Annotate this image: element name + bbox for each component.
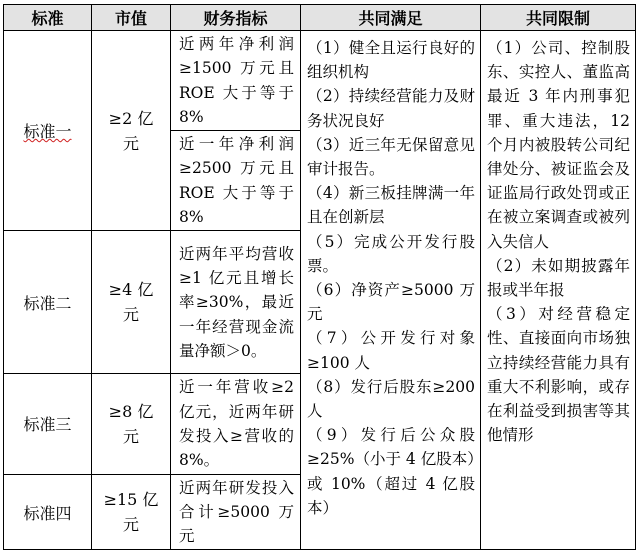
standard-3-financial: 近一年营收≥2 亿元，近两年研发投入≥营收的 8%。 <box>171 374 301 474</box>
common-requirement-3: （3）近三年无保留意见审计报告。 <box>307 135 475 179</box>
standard-2-label: 标准二 <box>23 293 72 313</box>
standard-4-market-cap-line2: 元 <box>122 515 139 534</box>
common-requirement-7: （7）公开发行对象≥100 人 <box>307 329 475 372</box>
common-restriction-2: （2）未如期披露年报或半年报 <box>487 256 630 300</box>
common-restriction-3: （3）对经营稳定性、直接面向市场独立持续经营能力具有重大不利影响，或存在利益受到损害等其他情形 <box>487 305 630 445</box>
common-requirement-8: （8）发行后股东≥200 人 <box>307 377 475 421</box>
common-restriction-1: （1）公司、控制股东、实控人、董监高最近 3 年内刑事犯罪、重大违法，12 个月内被股转公司纪律处分、被证监会及证监局行政处罚或正在被立案调查或被列入失信人 <box>487 39 630 251</box>
header-common-restrictions: 共同限制 <box>481 5 636 31</box>
standard-2-market-cap-line1: ≥4 亿 <box>108 280 154 300</box>
header-standard: 标准 <box>4 5 92 31</box>
standard-1-financial-b: 近一年净利润≥2500 万元且 ROE 大于等于 8% <box>171 131 301 231</box>
standard-1-label: 标准一 <box>23 122 72 142</box>
common-requirement-9: （9）发行后公众股≥25%（小于 4 亿股本）或 10%（超过 4 亿股本） <box>307 426 475 517</box>
standard-2-market-cap <box>92 231 171 374</box>
common-restrictions-cell <box>481 31 636 550</box>
standard-3-market-cap-line2: 元 <box>122 426 139 446</box>
table-row-standard-1a <box>4 31 636 131</box>
header-market-cap: 市值 <box>92 5 171 31</box>
common-requirements-cell <box>301 31 481 550</box>
standard-3-label: 标准三 <box>23 415 72 435</box>
standard-1-market-cap <box>92 31 171 231</box>
standard-2-financial: 近两年平均营收≥1 亿元且增长率≥30%，最近一年经营现金流量净额＞0。 <box>171 231 301 374</box>
common-requirement-1: （1）健全且运行良好的组织机构 <box>307 39 475 82</box>
standard-2-market-cap-line2: 元 <box>122 305 139 325</box>
common-requirement-2: （2）持续经营能力及财务状况良好 <box>307 87 475 130</box>
header-financial-indicators: 财务指标 <box>171 5 301 31</box>
header-common-requirements: 共同满足 <box>301 5 481 31</box>
standard-3-cell <box>4 374 92 474</box>
standard-3-market-cap-line1: ≥8 亿 <box>108 401 154 421</box>
common-requirement-6: （6）净资产≥5000 万元 <box>307 281 475 324</box>
common-requirement-4: （4）新三板挂牌满一年且在创新层 <box>307 184 475 227</box>
header-row <box>4 5 636 31</box>
common-requirement-5: （5）完成公开发行股票。 <box>307 232 475 275</box>
standard-1-cell <box>4 31 92 231</box>
standard-3-market-cap <box>92 374 171 474</box>
standard-1-market-cap-line2: 元 <box>122 133 139 153</box>
listing-standards-table <box>3 4 636 550</box>
standard-4-label: 标准四 <box>23 503 72 523</box>
standard-1-financial-a: 近两年净利润≥1500 万元且 ROE 大于等于 8% <box>171 31 301 131</box>
standard-4-financial: 近两年研发投入合计≥5000 万元 <box>171 474 301 550</box>
standard-2-cell <box>4 231 92 374</box>
standard-1-market-cap-line1: ≥2 亿 <box>108 108 154 128</box>
standard-4-market-cap-line1: ≥15 亿 <box>103 490 159 509</box>
